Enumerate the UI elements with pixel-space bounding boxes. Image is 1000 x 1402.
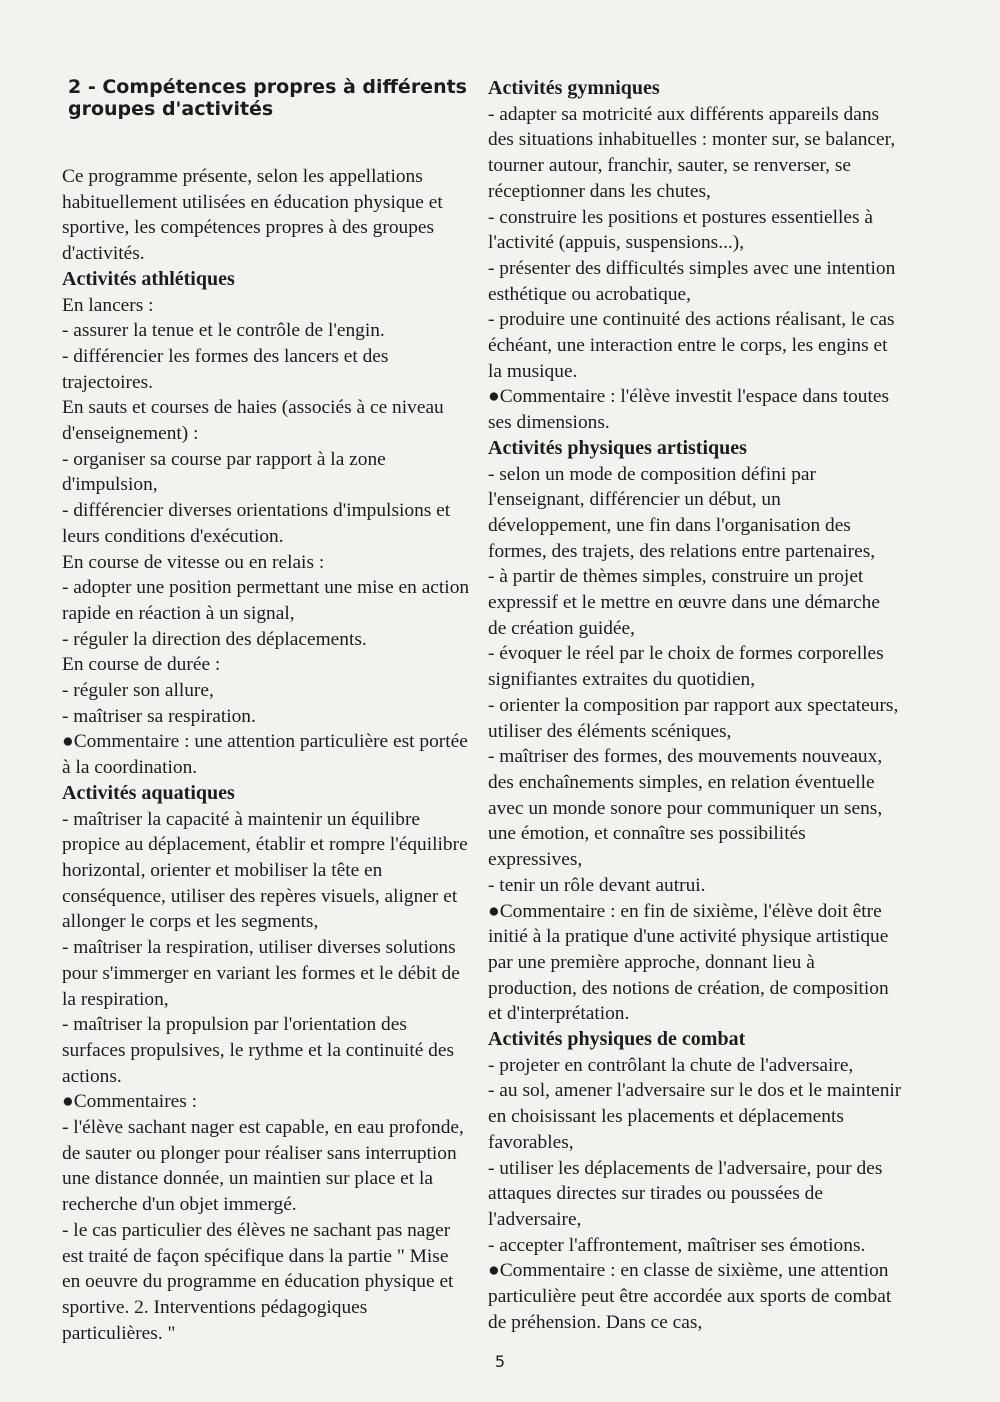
text-line: - construire les positions et postures essentielles à l'activité (appuis, suspensions...), — [488, 206, 874, 254]
text-line: - assurer la tenue et le contrôle de l'engin. — [62, 320, 385, 342]
text-line: - orienter la composition par rapport aux spectateurs, utiliser des éléments scéniques, — [488, 694, 899, 742]
activity-title: Activités physiques de combat — [488, 1028, 746, 1051]
left-column — [62, 76, 470, 1346]
text-line: - accepter l'affrontement, maîtriser ses émotions. — [488, 1234, 866, 1256]
text-line: En course de durée : — [62, 654, 221, 676]
text-line: En course de vitesse ou en relais : — [62, 551, 325, 573]
text-line: En lancers : — [62, 294, 154, 316]
text-line: - maîtriser sa respiration. — [62, 705, 256, 727]
right-blocks — [488, 76, 902, 1335]
text-line: - utiliser les déplacements de l'adversaire, pour des attaques directes sur tirades ou poussées de l'adversaire, — [488, 1157, 883, 1230]
text-line: - évoquer le réel par le choix de formes corporelles signifiantes extraites du quotidien, — [488, 643, 884, 691]
activity-title: Activités physiques artistiques — [488, 436, 747, 459]
text-line: - le cas particulier des élèves ne sachant pas nager est traité de façon spécifique dans la partie " Mise en oeuvre du programme en éducation physique et sportive. 2. Interventions pédagogiques particulières. " — [62, 1219, 454, 1344]
text-line: ●Commentaire : l'élève investit l'espace dans toutes ses dimensions. — [488, 386, 890, 434]
text-line: - à partir de thèmes simples, construire un projet expressif et le mettre en œuvre dans une démarche de création guidée, — [488, 566, 880, 639]
text-line: - maîtriser des formes, des mouvements nouveaux, des enchaînements simples, en relation éventuelle avec un monde sonore pour communiquer un sens, une émotion, et connaître ses possibilités expressives, — [488, 746, 883, 871]
section-heading: 2 - Compétences propres à différents groupes d'activités — [68, 76, 467, 120]
text-line: ●Commentaire : en classe de sixième, une attention particulière peut être accordée aux sports de combat de préhension. Dans ce cas, — [488, 1260, 892, 1333]
page-number: 5 — [494, 1352, 506, 1371]
text-line: - produire une continuité des actions réalisant, le cas échéant, une interaction entre le corps, les engins et la musique. — [488, 309, 895, 382]
text-line: - l'élève sachant nager est capable, en eau profonde, de sauter ou plonger pour réaliser sans interruption une distance donnée, un maintien sur place et la recherche d'un objet immergé. — [62, 1117, 464, 1216]
text-line: - maîtriser la capacité à maintenir un équilibre propice au déplacement, établir et rompre l'équilibre horizontal, orienter et mobiliser la tête en conséquence, utiliser des repères visuels, aligner et allonger le corps et les segments, — [62, 808, 468, 933]
text-line: - différencier diverses orientations d'impulsions et leurs conditions d'exécution. — [62, 500, 451, 547]
text-line: En sauts et courses de haies (associés à ce niveau d'enseignement) : — [62, 397, 444, 445]
text-line: ●Commentaire : une attention particulière est portée à la coordination. — [62, 731, 468, 779]
text-line: - au sol, amener l'adversaire sur le dos et le maintenir en choisissant les placements et déplacements favorables, — [488, 1080, 902, 1153]
text-line: ●Commentaires : — [62, 1091, 198, 1113]
text-line: - réguler son allure, — [62, 680, 214, 702]
right-column — [488, 76, 902, 1335]
text-line: - adapter sa motricité aux différents appareils dans des situations inhabituelles : monter sur, se balancer, tourner autour, franchir, sauter, se renverser, se réceptionner dans les chutes, — [488, 103, 896, 202]
left-blocks — [62, 267, 470, 1347]
activity-title: Activités gymniques — [488, 77, 660, 99]
text-line: - présenter des difficultés simples avec une intention esthétique ou acrobatique, — [488, 257, 896, 305]
text-line: - tenir un rôle devant autrui. — [488, 874, 706, 896]
text-line: - différencier les formes des lancers et des trajectoires. — [62, 345, 389, 393]
text-line: - maîtriser la respiration, utiliser diverses solutions pour s'immerger en variant les formes et le débit de la respiration, — [62, 937, 460, 1010]
text-line: - réguler la direction des déplacements. — [62, 628, 367, 650]
text-line: - projeter en contrôlant la chute de l'adversaire, — [488, 1054, 854, 1076]
text-line: - maîtriser la propulsion par l'orientation des surfaces propulsives, le rythme et la continuité des actions. — [62, 1014, 455, 1087]
activity-title: Activités aquatiques — [62, 781, 235, 804]
text-line: - organiser sa course par rapport à la zone d'impulsion, — [62, 448, 386, 496]
intro-paragraph: Ce programme présente, selon les appellations habituellement utilisées en éducation physique et sportive, les compétences propres à des groupes d'activités. — [62, 166, 443, 265]
activity-title: Activités athlétiques — [62, 267, 235, 290]
text-line: - adopter une position permettant une mise en action rapide en réaction à un signal, — [62, 577, 470, 624]
text-line: ●Commentaire : en fin de sixième, l'élève doit être initié à la pratique d'une activité physique artistique par une première approche, donnant lieu à production, des notions de création, de composition et d'interprétation. — [488, 900, 889, 1025]
text-line: - selon un mode de composition défini par l'enseignant, différencier un début, un développement, une fin dans l'organisation des formes, des trajets, des relations entre partenaires, — [488, 463, 876, 562]
